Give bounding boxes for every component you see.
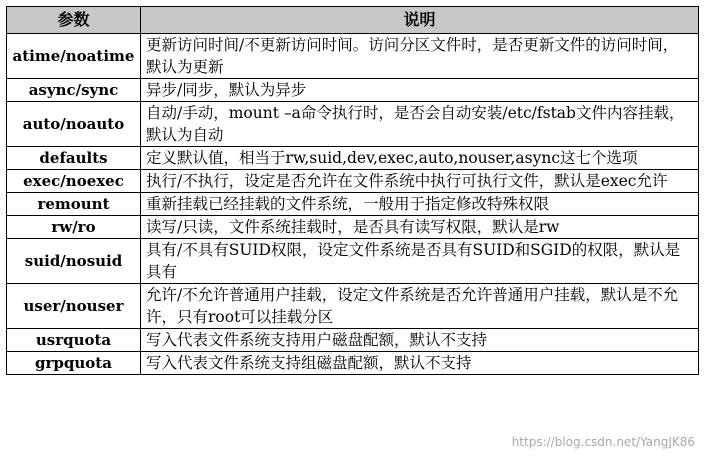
description-cell: 自动/手动，mount –a命令执行时，是否会自动安装/etc/fstab文件内容挂载，默认为自动 (141, 102, 699, 147)
table-row (7, 34, 699, 79)
param-cell: rw/ro (7, 216, 141, 239)
description-cell: 重新挂载已经挂载的文件系统，一般用于指定修改特殊权限 (141, 193, 699, 216)
param-cell: grpquota (7, 352, 141, 375)
table-row (7, 170, 699, 193)
table-row (7, 216, 699, 239)
param-cell: exec/noexec (7, 170, 141, 193)
param-cell: defaults (7, 147, 141, 170)
param-cell: atime/noatime (7, 34, 141, 79)
table-row (7, 193, 699, 216)
param-cell: user/nouser (7, 284, 141, 329)
description-cell: 异步/同步，默认为异步 (141, 79, 699, 102)
table-row (7, 239, 699, 284)
header-description: 说明 (141, 7, 699, 34)
table-row (7, 352, 699, 375)
param-cell: remount (7, 193, 141, 216)
description-cell: 定义默认值，相当于rw,suid,dev,exec,auto,nouser,async这七个选项 (141, 147, 699, 170)
description-cell: 写入代表文件系统支持用户磁盘配额，默认不支持 (141, 329, 699, 352)
description-cell: 允许/不允许普通用户挂载，设定文件系统是否允许普通用户挂载，默认是不允许，只有root可以挂载分区 (141, 284, 699, 329)
mount-options-table (6, 6, 699, 375)
param-cell: usrquota (7, 329, 141, 352)
description-cell: 更新访问时间/不更新访问时间。访问分区文件时，是否更新文件的访问时间，默认为更新 (141, 34, 699, 79)
description-cell: 读写/只读，文件系统挂载时，是否具有读写权限，默认是rw (141, 216, 699, 239)
description-cell: 执行/不执行，设定是否允许在文件系统中执行可执行文件，默认是exec允许 (141, 170, 699, 193)
table-row (7, 284, 699, 329)
param-cell: async/sync (7, 79, 141, 102)
header-param: 参数 (7, 7, 141, 34)
param-cell: suid/nosuid (7, 239, 141, 284)
description-cell: 写入代表文件系统支持组磁盘配额，默认不支持 (141, 352, 699, 375)
table-row (7, 102, 699, 147)
param-cell: auto/noauto (7, 102, 141, 147)
watermark-text: https://blog.csdn.net/YangJK86 (511, 435, 695, 449)
description-cell: 具有/不具有SUID权限，设定文件系统是否具有SUID和SGID的权限，默认是具有 (141, 239, 699, 284)
table-row (7, 329, 699, 352)
table-row (7, 147, 699, 170)
table-row (7, 79, 699, 102)
table-header-row (7, 7, 699, 34)
